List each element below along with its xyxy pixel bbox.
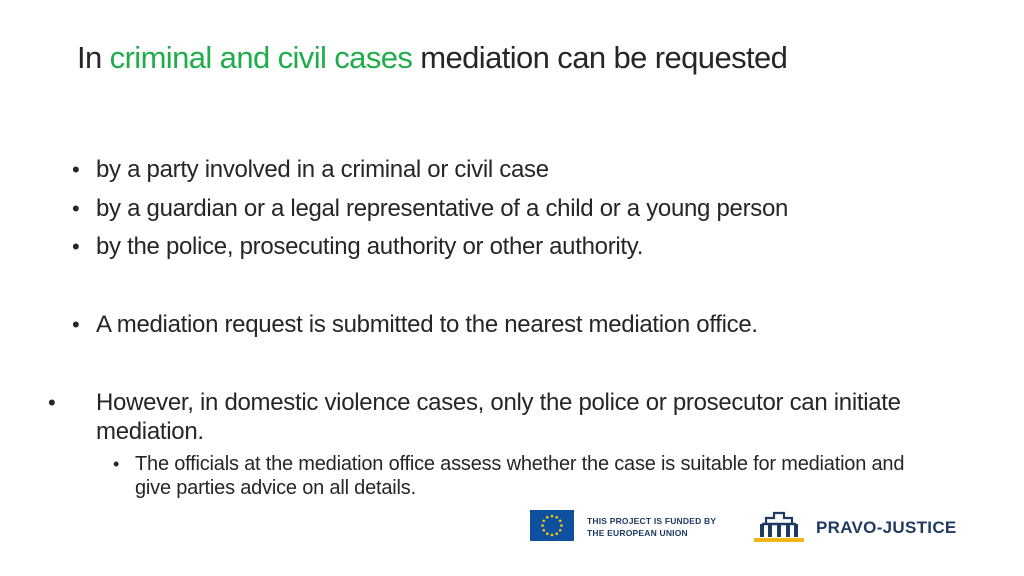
eu-star-icon <box>560 524 563 527</box>
eu-funding-line2: THE EUROPEAN UNION <box>587 528 688 538</box>
eu-star-icon <box>542 529 545 532</box>
eu-star-icon <box>542 519 545 522</box>
bullet-glyph: • <box>48 390 56 415</box>
slide-title <box>77 40 787 76</box>
eu-star-icon <box>555 532 558 535</box>
eu-stars-icon <box>530 510 574 541</box>
bullet-item-domestic <box>48 388 956 446</box>
eu-star-icon <box>559 519 562 522</box>
title-highlight: criminal and civil cases <box>109 40 413 75</box>
eu-funding-line1: THIS PROJECT IS FUNDED BY <box>587 516 717 526</box>
bullet-glyph: • <box>72 157 80 182</box>
eu-star-icon <box>555 516 558 519</box>
pravo-justice-building-icon <box>752 510 806 544</box>
bullet-text: However, in domestic violence cases, only the police or prosecutor can initiate mediation. <box>96 389 901 445</box>
eu-star-icon <box>559 529 562 532</box>
bullet-text: by the police, prosecuting authority or other authority. <box>96 233 644 260</box>
eu-star-icon <box>546 516 549 519</box>
bullet-item-guardian <box>72 194 788 223</box>
eu-star-icon <box>551 515 554 518</box>
eu-star-icon <box>546 532 549 535</box>
bullet-text: A mediation request is submitted to the nearest mediation office. <box>96 311 758 338</box>
sub-bullet-text: The officials at the mediation office assess whether the case is suitable for mediation and give parties advice on all details. <box>135 453 905 499</box>
eu-funding-text <box>587 515 716 539</box>
footer-logos <box>530 510 970 544</box>
bullet-item-request <box>72 310 758 339</box>
eu-star-icon <box>551 534 554 537</box>
bullet-glyph: • <box>72 234 80 259</box>
eu-flag-icon <box>530 510 574 541</box>
bullet-text: by a guardian or a legal representative of a child or a young person <box>96 195 789 222</box>
sub-bullet-item-assessment <box>113 452 935 500</box>
sub-bullet-glyph: • <box>113 454 120 474</box>
pravo-justice-name: PRAVO-JUSTICE <box>816 518 957 537</box>
eu-star-icon <box>541 524 544 527</box>
bullet-item-party <box>72 155 549 184</box>
bullet-item-police <box>72 232 643 261</box>
bullet-glyph: • <box>72 196 80 221</box>
bullet-text: by a party involved in a criminal or civil case <box>96 156 549 183</box>
title-suffix: mediation can be requested <box>412 40 788 75</box>
title-prefix: In <box>77 40 110 75</box>
bullet-glyph: • <box>72 312 80 337</box>
